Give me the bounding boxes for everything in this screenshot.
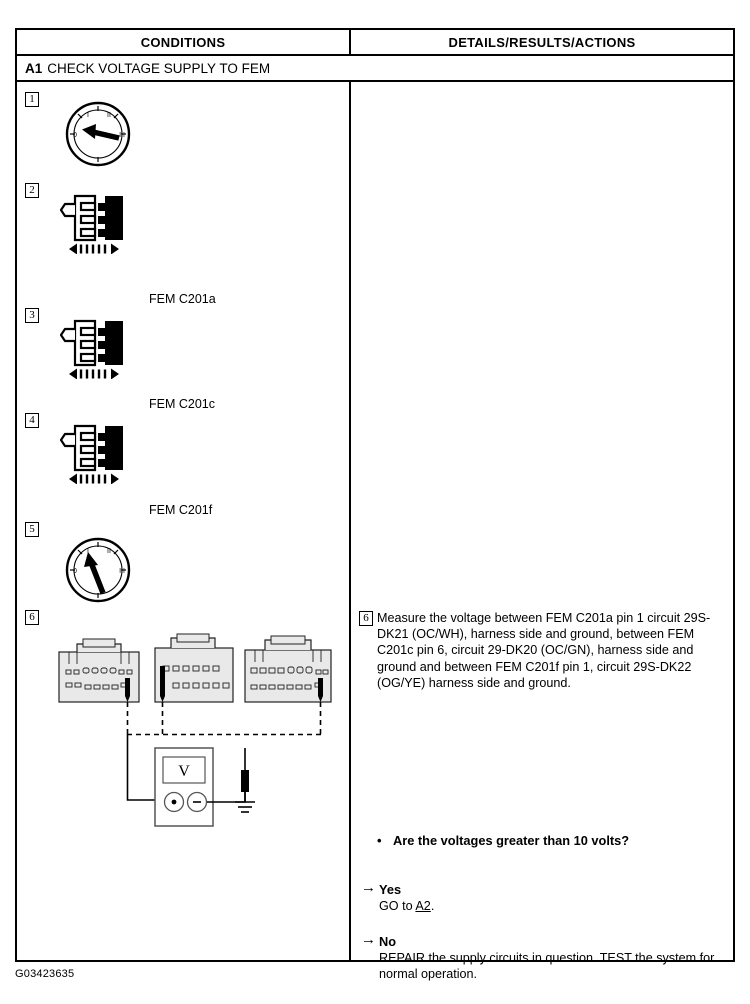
step-number-1: 1 xyxy=(25,92,39,107)
connector-label-c201c: FEM C201c xyxy=(149,397,215,411)
verification-question xyxy=(377,833,727,848)
measure-instruction-text: Measure the voltage between FEM C201a pin 1 circuit 29S-DK21 (OC/WH), harness side and ground, between FEM C201c pin 6, circuit 29-DK20 (OC/GN), harness side and ground and between FEM C201f pin 1, circuit 29S-DK22 (OG/YE) harness side and ground. xyxy=(377,611,711,690)
svg-text:0: 0 xyxy=(73,568,77,575)
connector-label-c201a: FEM C201a xyxy=(149,292,216,306)
connector-disconnect-icon-c201f xyxy=(57,422,129,489)
details-column xyxy=(351,82,733,981)
connector-label-c201f: FEM C201f xyxy=(149,503,213,517)
connector-disconnect-icon-c201a xyxy=(57,192,129,259)
svg-text:II: II xyxy=(107,112,111,119)
column-header-conditions: CONDITIONS xyxy=(17,30,351,54)
test-step-code: A1 xyxy=(25,60,43,76)
branch-no-action: REPAIR the supply circuits in question. TEST the system for normal operation. xyxy=(379,951,715,981)
svg-text:I: I xyxy=(87,548,89,555)
details-step-number-6: 6 xyxy=(359,611,373,626)
svg-text:III: III xyxy=(119,568,125,575)
branch-yes-action xyxy=(379,898,719,914)
svg-text:III: III xyxy=(119,132,125,139)
table-header-row xyxy=(17,30,733,56)
step-number-2: 2 xyxy=(25,183,39,198)
svg-text:0: 0 xyxy=(73,132,77,139)
measure-instruction-block xyxy=(377,610,729,691)
branch-yes-text-after: . xyxy=(430,899,435,913)
voltmeter-test-diagram xyxy=(47,630,347,850)
conditions-column xyxy=(17,82,351,960)
test-step-title-row xyxy=(17,56,733,82)
branch-yes-text-before: GO to xyxy=(379,899,416,913)
arrow-right-icon: → xyxy=(361,931,376,948)
svg-text:V: V xyxy=(178,763,190,780)
ignition-key-off-icon xyxy=(62,98,134,175)
step-number-3: 3 xyxy=(25,308,39,323)
step-number-4: 4 xyxy=(25,413,39,428)
svg-text:II: II xyxy=(107,548,111,555)
branch-yes-link[interactable]: A2 xyxy=(415,899,431,913)
step-number-5: 5 xyxy=(25,522,39,537)
test-step-description: CHECK VOLTAGE SUPPLY TO FEM xyxy=(47,60,271,76)
arrow-right-icon: → xyxy=(361,879,376,896)
ignition-key-run-icon xyxy=(62,534,134,611)
bullet-icon: • xyxy=(377,833,382,848)
svg-text:I: I xyxy=(87,112,89,119)
branch-no-label: No xyxy=(379,934,397,949)
document-footer-code: G03423635 xyxy=(15,968,75,980)
step-number-6: 6 xyxy=(25,610,39,625)
column-header-details: DETAILS/RESULTS/ACTIONS xyxy=(448,34,636,50)
verification-question-text: Are the voltages greater than 10 volts? xyxy=(393,833,630,848)
connector-disconnect-icon-c201c xyxy=(57,317,129,384)
branch-yes-label: Yes xyxy=(379,882,402,897)
